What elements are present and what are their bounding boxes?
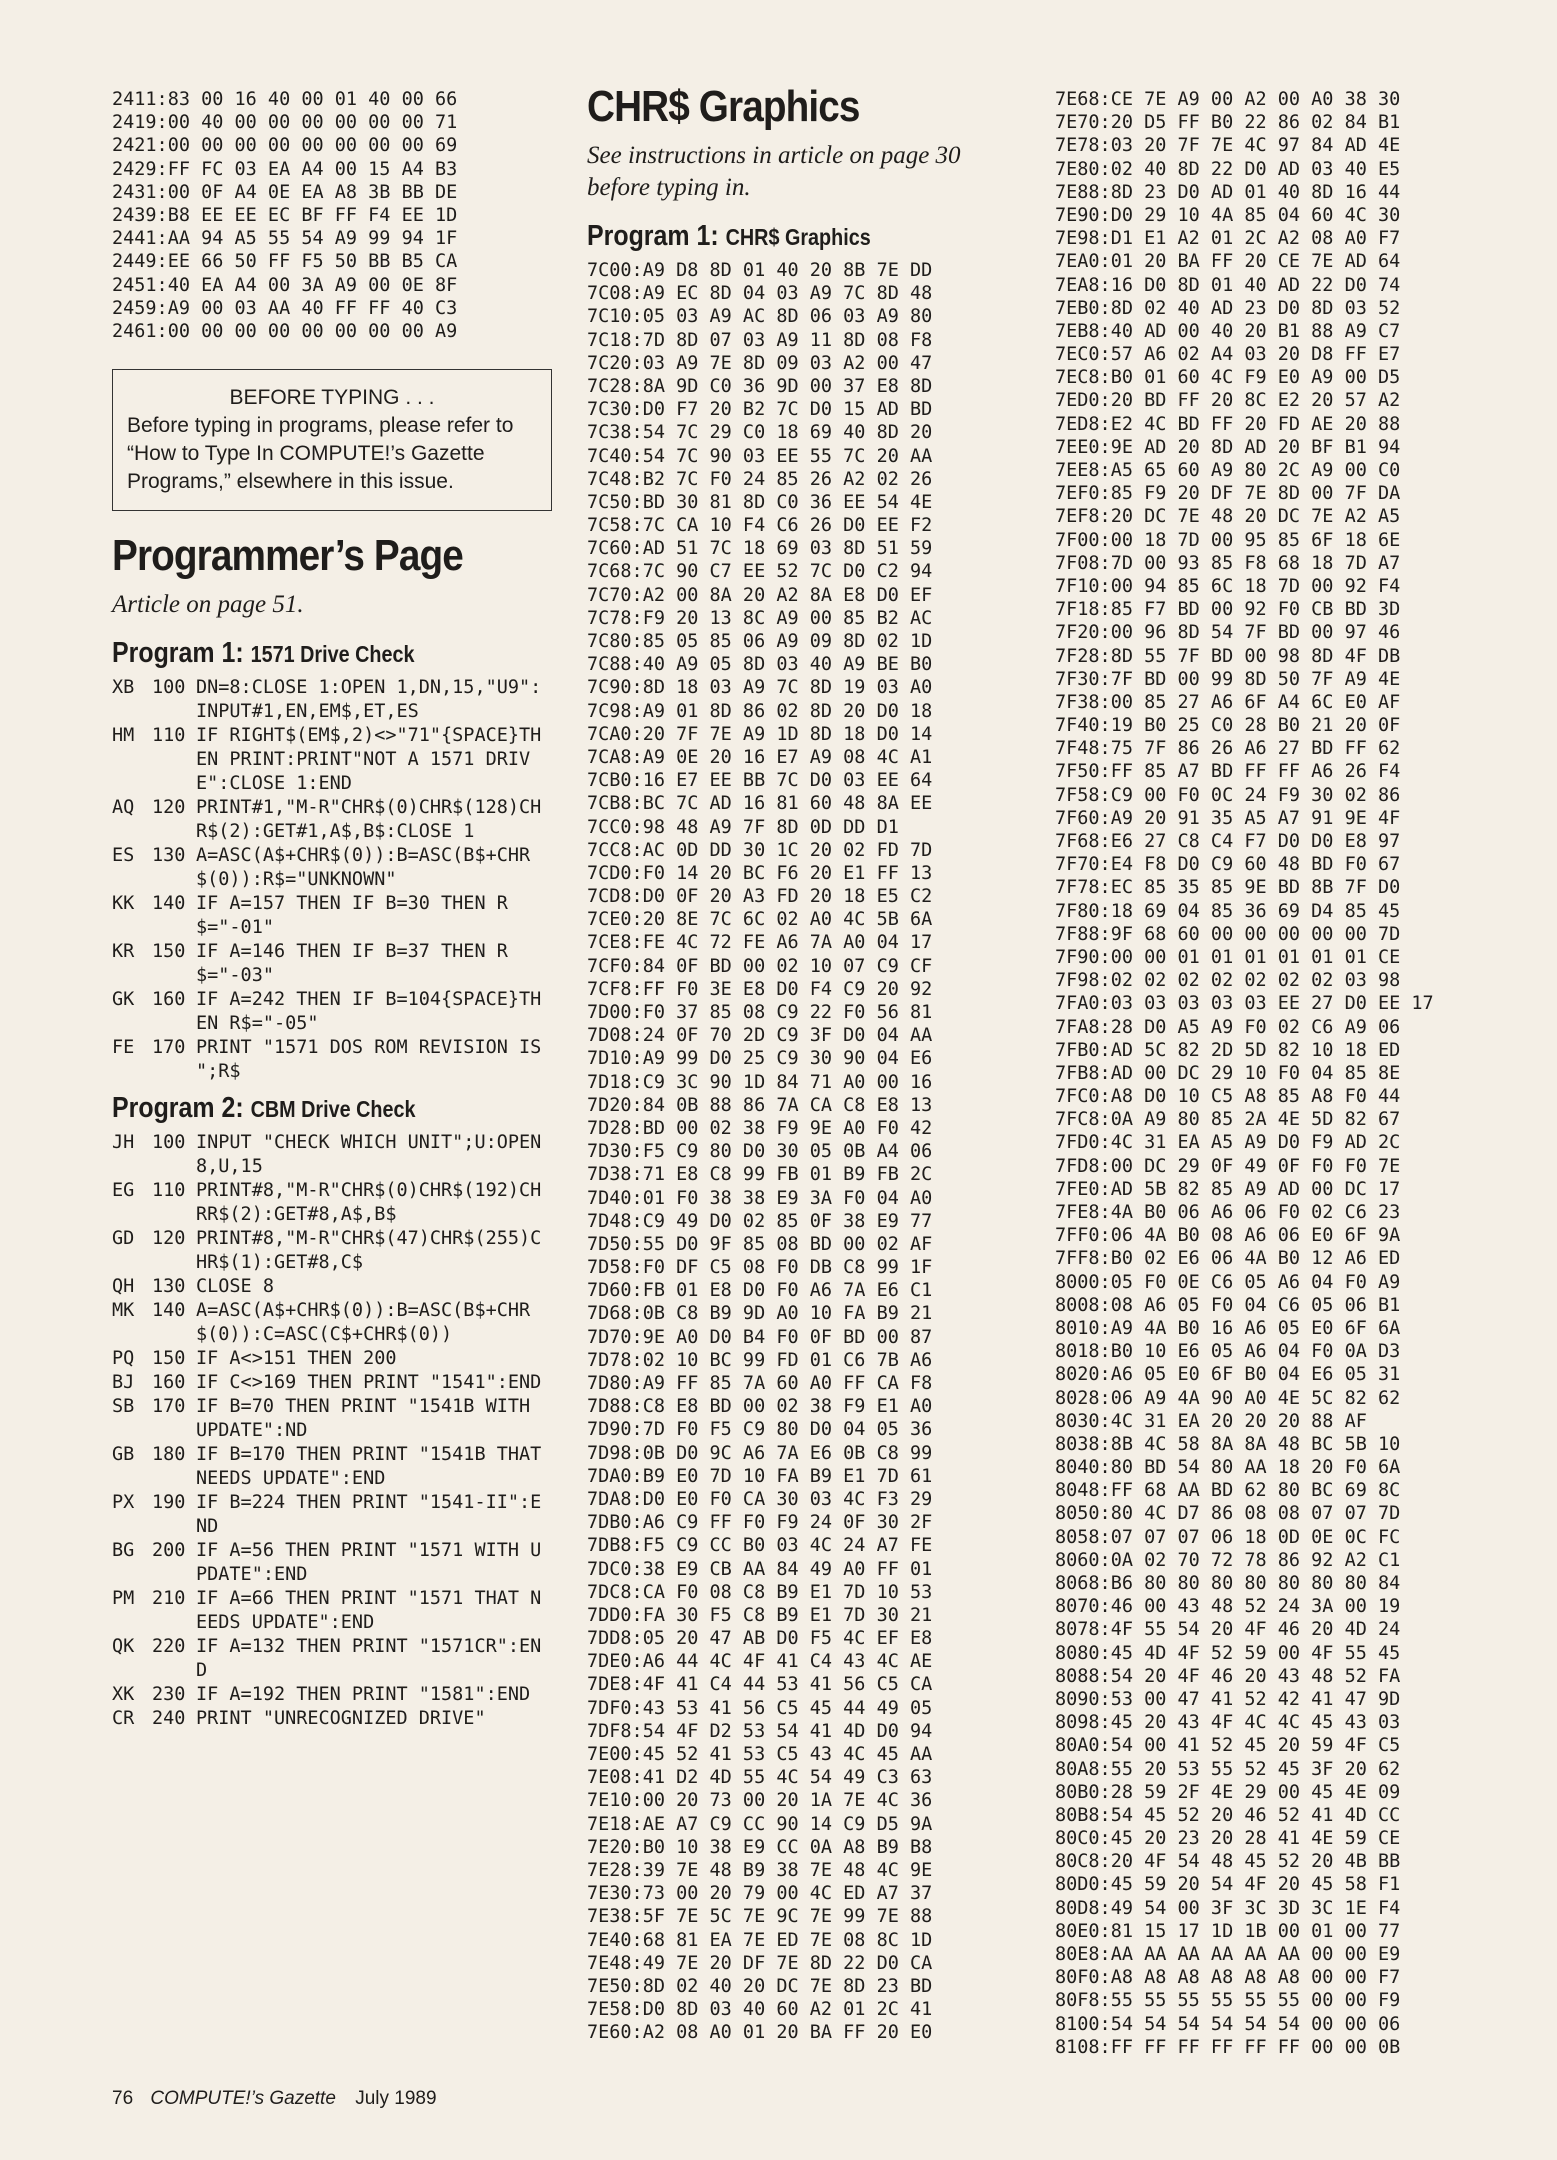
hex-line: 7D78:02 10 BC 99 FD 01 C6 7B A6 — [587, 1349, 933, 1371]
line-code: IF A=132 THEN PRINT "1571CR":END — [196, 1636, 542, 1682]
line-code: IF A=66 THEN PRINT "1571 THAT NEEDS UPDATE":END — [196, 1588, 542, 1634]
hex-line: 7CE8:FE 4C 72 FE A6 7A A0 04 17 — [587, 932, 933, 954]
line-code: IF A=192 THEN PRINT "1581":END — [196, 1684, 531, 1706]
basic-line — [112, 988, 552, 1036]
hex-line: 7CF8:FF F0 3E E8 D0 F4 C9 20 92 — [587, 978, 933, 1000]
basic-line — [112, 1227, 552, 1275]
checksum: BJ — [112, 1372, 135, 1394]
line-code: A=ASC(A$+CHR$(0)):B=ASC(B$+CHR$(0)):R$="UNKNOWN" — [196, 845, 531, 891]
hex-line: 7D20:84 0B 88 86 7A CA C8 E8 13 — [587, 1094, 933, 1116]
hex-line: 80B0:28 59 2F 4E 29 00 45 4E 09 — [1055, 1781, 1401, 1803]
basic-line — [112, 1371, 552, 1395]
line-number: 120 — [152, 797, 186, 819]
line-code: PRINT "1571 DOS ROM REVISION IS ";R$ — [196, 1037, 553, 1083]
line-number: 100 — [152, 1132, 186, 1154]
basic-line — [112, 844, 552, 892]
line-code: INPUT "CHECK WHICH UNIT";U:OPEN 8,U,15 — [196, 1132, 553, 1178]
basic-line — [112, 1347, 552, 1371]
hex-line: 80C8:20 4F 54 48 45 52 20 4B BB — [1055, 1851, 1401, 1873]
checksum: GB — [112, 1444, 135, 1466]
hex-line: 8048:FF 68 AA BD 62 80 BC 69 8C — [1055, 1480, 1401, 1502]
hex-line: 7E30:73 00 20 79 00 4C ED A7 37 — [587, 1883, 933, 1905]
hex-line: 7F38:00 85 27 A6 6F A4 6C E0 AF — [1055, 691, 1401, 713]
program2-name: CBM Drive Check — [250, 1096, 416, 1123]
hex-line: 80E0:81 15 17 1D 1B 00 01 00 77 — [1055, 1920, 1401, 1942]
hex-line: 7FE8:4A B0 06 A6 06 F0 02 C6 23 — [1055, 1202, 1401, 1223]
basic-line — [112, 1443, 552, 1491]
hex-line: 7C68:7C 90 C7 EE 52 7C D0 C2 94 — [587, 561, 933, 583]
checksum: HM — [112, 725, 135, 747]
basic-line — [112, 1275, 552, 1299]
basic-line — [112, 676, 552, 724]
hex-line: 7DB0:A6 C9 FF F0 F9 24 0F 30 2F — [587, 1512, 933, 1534]
line-number: 170 — [152, 1037, 186, 1059]
program2-heading — [112, 1092, 490, 1125]
hex-line: 8070:46 00 43 48 52 24 3A 00 19 — [1055, 1596, 1401, 1618]
magazine-name: COMPUTE!’s Gazette — [150, 2088, 336, 2109]
line-number: 140 — [152, 1300, 186, 1322]
hex-line: 7F20:00 96 8D 54 7F BD 00 97 46 — [1055, 622, 1401, 644]
hex-line: 7DD0:FA 30 F5 C8 B9 E1 7D 30 21 — [587, 1604, 933, 1626]
hex-line: 7E00:45 52 41 53 C5 43 4C 45 AA — [587, 1744, 933, 1765]
hex-line: 7F88:9F 68 60 00 00 00 00 00 7D — [1055, 923, 1401, 945]
line-code: IF B=224 THEN PRINT "1541-II":END — [196, 1492, 542, 1538]
hex-line: 7D58:F0 DF C5 08 F0 DB C8 99 1F — [587, 1257, 933, 1279]
hex-line: 8090:53 00 47 41 52 42 41 47 9D — [1055, 1688, 1401, 1710]
basic-line — [112, 1299, 552, 1347]
hex-line: 7ED0:20 BD FF 20 8C E2 20 57 A2 — [1055, 390, 1401, 412]
hex-line: 7D68:0B C8 B9 9D A0 10 FA B9 21 — [587, 1303, 933, 1325]
hex-line: 7E20:B0 10 38 E9 CC 0A A8 B9 B8 — [587, 1836, 933, 1858]
line-code: IF A=146 THEN IF B=37 THEN R$="-03" — [196, 941, 508, 987]
hex-line: 7F58:C9 00 F0 0C 24 F9 30 02 86 — [1055, 784, 1401, 806]
hex-line: 2461:00 00 00 00 00 00 00 00 A9 — [112, 320, 458, 342]
hex-line: 8100:54 54 54 54 54 54 00 00 06 — [1055, 2013, 1401, 2035]
hex-line: 7D90:7D F0 F5 C9 80 D0 04 05 36 — [587, 1419, 933, 1441]
hex-line: 7CB0:16 E7 EE BB 7C D0 03 EE 64 — [587, 770, 933, 792]
checksum: ES — [112, 845, 135, 867]
hex-line: 7EA0:01 20 BA FF 20 CE 7E AD 64 — [1055, 251, 1401, 273]
hex-line: 7D30:F5 C9 80 D0 30 05 0B A4 06 — [587, 1141, 933, 1163]
hex-line: 2451:40 EA A4 00 3A A9 00 0E 8F — [112, 274, 458, 296]
checksum: PQ — [112, 1348, 135, 1370]
hex-line: 8078:4F 55 54 20 4F 46 20 4D 24 — [1055, 1619, 1401, 1641]
hex-line: 7D48:C9 49 D0 02 85 0F 38 E9 77 — [587, 1210, 933, 1232]
chr-program1-name: CHR$ Graphics — [725, 224, 871, 250]
basic-line — [112, 1131, 552, 1179]
hex-line: 7FA0:03 03 03 03 03 EE 27 D0 EE 17 — [1055, 993, 1434, 1015]
hex-line: 7D98:0B D0 9C A6 7A E6 0B C8 99 — [587, 1442, 933, 1464]
hex-line: 80C0:45 20 23 20 28 41 4E 59 CE — [1055, 1828, 1401, 1850]
hex-line: 7F18:85 F7 BD 00 92 F0 CB BD 3D — [1055, 599, 1401, 621]
line-code: A=ASC(A$+CHR$(0)):B=ASC(B$+CHR$(0)):C=ASC(C$+CHR$(0)) — [196, 1300, 531, 1346]
hex-line: 7FC0:A8 D0 10 C5 A8 85 A8 F0 44 — [1055, 1086, 1401, 1108]
line-code: DN=8:CLOSE 1:OPEN 1,DN,15,"U9":INPUT#1,EN,EM$,ET,ES — [196, 677, 542, 723]
hex-line: 7C98:A9 01 8D 86 02 8D 20 D0 18 — [587, 700, 933, 722]
hex-line: 7D80:A9 FF 85 7A 60 A0 FF CA F8 — [587, 1373, 933, 1394]
hex-line: 7C10:05 03 A9 AC 8D 06 03 A9 80 — [587, 306, 933, 328]
hex-line: 7C50:BD 30 81 8D C0 36 EE 54 4E — [587, 491, 933, 513]
line-code: PRINT#8,"M-R"CHR$(47)CHR$(255)CHR$(1):GET#8,C$ — [196, 1228, 542, 1274]
hex-line: 7DF8:54 4F D2 53 54 41 4D D0 94 — [587, 1720, 933, 1742]
hex-line: 7EB8:40 AD 00 40 20 B1 88 A9 C7 — [1055, 320, 1401, 342]
hex-line: 7E08:41 D2 4D 55 4C 54 49 C3 63 — [587, 1767, 933, 1789]
hex-line: 7D08:24 0F 70 2D C9 3F D0 04 AA — [587, 1025, 933, 1047]
checksum: PX — [112, 1492, 135, 1514]
checksum: FE — [112, 1037, 135, 1059]
hex-line: 7EE0:9E AD 20 8D AD 20 BF B1 94 — [1055, 436, 1401, 458]
hex-line: 7F28:8D 55 7F BD 00 98 8D 4F DB — [1055, 645, 1401, 667]
hex-line: 7EB0:8D 02 40 AD 23 D0 8D 03 52 — [1055, 297, 1401, 319]
hex-line: 7FE0:AD 5B 82 85 A9 AD 00 DC 17 — [1055, 1178, 1401, 1200]
hex-line: 80E8:AA AA AA AA AA AA 00 00 E9 — [1055, 1944, 1401, 1965]
hex-line: 8098:45 20 43 4F 4C 4C 45 43 03 — [1055, 1712, 1401, 1734]
line-number: 230 — [152, 1684, 186, 1706]
basic-line — [112, 1635, 552, 1683]
hex-line: 80D0:45 59 20 54 4F 20 45 58 F1 — [1055, 1874, 1401, 1896]
hex-line: 7E48:49 7E 20 DF 7E 8D 22 D0 CA — [587, 1952, 933, 1974]
hex-line: 2411:83 00 16 40 00 01 40 00 66 — [112, 89, 458, 110]
hex-line: 7F00:00 18 7D 00 95 85 6F 18 6E — [1055, 529, 1401, 551]
line-number: 130 — [152, 845, 186, 867]
line-number: 240 — [152, 1708, 186, 1730]
hex-line: 7E70:20 D5 FF B0 22 86 02 84 B1 — [1055, 112, 1401, 134]
hex-line: 2441:AA 94 A5 55 54 A9 99 94 1F — [112, 228, 458, 250]
chr-hex-listing-part1 — [587, 259, 1017, 2044]
hex-line: 7E78:03 20 7F 7E 4C 97 84 AD 4E — [1055, 135, 1401, 157]
hex-line: 8088:54 20 4F 46 20 43 48 52 FA — [1055, 1665, 1401, 1687]
hex-line: 2449:EE 66 50 FF F5 50 BB B5 CA — [112, 251, 458, 273]
basic-line — [112, 892, 552, 940]
hex-line: 7CC8:AC 0D DD 30 1C 20 02 FD 7D — [587, 839, 933, 861]
hex-line: 8080:45 4D 4F 52 59 00 4F 55 45 — [1055, 1642, 1401, 1664]
hex-line: 8060:0A 02 70 72 78 86 92 A2 C1 — [1055, 1549, 1401, 1571]
checksum: KK — [112, 893, 135, 915]
hex-line: 2429:FF FC 03 EA A4 00 15 A4 B3 — [112, 158, 458, 180]
hex-line: 7C78:F9 20 13 8C A9 00 85 B2 AC — [587, 607, 933, 629]
chr-graphics-title: CHR$ Graphics — [587, 82, 860, 131]
hex-line: 8068:B6 80 80 80 80 80 80 80 84 — [1055, 1573, 1401, 1594]
hex-line: 8058:07 07 07 06 18 0D 0E 0C FC — [1055, 1526, 1401, 1548]
hex-line: 7FD0:4C 31 EA A5 A9 D0 F9 AD 2C — [1055, 1132, 1401, 1154]
hex-line: 7DC8:CA F0 08 C8 B9 E1 7D 10 53 — [587, 1581, 933, 1603]
basic-line — [112, 1587, 552, 1635]
hex-line: 7ED8:E2 4C BD FF 20 FD AE 20 88 — [1055, 413, 1401, 435]
hex-line: 7E38:5F 7E 5C 7E 9C 7E 99 7E 88 — [587, 1906, 933, 1928]
hex-line: 7C48:B2 7C F0 24 85 26 A2 02 26 — [587, 468, 933, 490]
line-number: 120 — [152, 1228, 186, 1250]
hex-line: 7D38:71 E8 C8 99 FB 01 B9 FB 2C — [587, 1164, 933, 1186]
basic-line — [112, 1036, 552, 1084]
hex-line: 7EE8:A5 65 60 A9 80 2C A9 00 C0 — [1055, 460, 1401, 481]
line-number: 160 — [152, 989, 186, 1011]
right-column — [1055, 88, 1510, 2059]
hex-line: 80A8:55 20 53 55 52 45 3F 20 62 — [1055, 1758, 1401, 1780]
hex-line: 7F90:00 00 01 01 01 01 01 01 CE — [1055, 946, 1401, 968]
hex-line: 8050:80 4C D7 86 08 08 07 07 7D — [1055, 1503, 1401, 1525]
hex-line: 80B8:54 45 52 20 46 52 41 4D CC — [1055, 1804, 1401, 1826]
line-number: 160 — [152, 1372, 186, 1394]
before-typing-title: BEFORE TYPING . . . — [229, 386, 435, 410]
checksum: CR — [112, 1708, 135, 1730]
line-code: CLOSE 8 — [196, 1276, 274, 1298]
line-number: 100 — [152, 677, 186, 699]
checksum: BG — [112, 1540, 135, 1562]
hex-line: 8008:08 A6 05 F0 04 C6 05 06 B1 — [1055, 1294, 1401, 1316]
line-number: 130 — [152, 1276, 186, 1298]
hex-line: 7FF8:B0 02 E6 06 4A B0 12 A6 ED — [1055, 1248, 1401, 1270]
left-column — [112, 88, 552, 1737]
line-number: 220 — [152, 1636, 186, 1658]
hex-line: 2419:00 40 00 00 00 00 00 00 71 — [112, 112, 458, 134]
hex-line: 7D10:A9 99 D0 25 C9 30 90 04 E6 — [587, 1048, 933, 1070]
hex-line: 7EF8:20 DC 7E 48 20 DC 7E A2 A5 — [1055, 506, 1401, 528]
line-number: 200 — [152, 1540, 186, 1562]
hex-line: 7FA8:28 D0 A5 A9 F0 02 C6 A9 06 — [1055, 1016, 1401, 1038]
line-number: 150 — [152, 1348, 186, 1370]
hex-line: 7F48:75 7F 86 26 A6 27 BD FF 62 — [1055, 738, 1401, 760]
hex-line: 7D18:C9 3C 90 1D 84 71 A0 00 16 — [587, 1071, 933, 1093]
chr-program1-heading — [587, 220, 957, 253]
hex-line: 80F8:55 55 55 55 55 55 00 00 F9 — [1055, 1990, 1401, 2012]
hex-line: 7CA0:20 7F 7E A9 1D 8D 18 D0 14 — [587, 723, 933, 745]
hex-line: 2421:00 00 00 00 00 00 00 00 69 — [112, 135, 458, 157]
hex-line: 8038:8B 4C 58 8A 8A 48 BC 5B 10 — [1055, 1433, 1401, 1455]
hex-line: 7EF0:85 F9 20 DF 7E 8D 00 7F DA — [1055, 483, 1401, 505]
hex-line: 7D28:BD 00 02 38 F9 9E A0 F0 42 — [587, 1117, 933, 1139]
hex-line: 7EC8:B0 01 60 4C F9 E0 A9 00 D5 — [1055, 367, 1401, 389]
hex-line: 7DA8:D0 E0 F0 CA 30 03 4C F3 29 — [587, 1488, 933, 1510]
hex-line: 7E10:00 20 73 00 20 1A 7E 4C 36 — [587, 1790, 933, 1812]
checksum: KR — [112, 941, 135, 963]
hex-line: 7FB8:AD 00 DC 29 10 F0 04 85 8E — [1055, 1062, 1401, 1084]
line-code: IF B=170 THEN PRINT "1541B THAT NEEDS UPDATE":END — [196, 1444, 553, 1490]
hex-line: 2439:B8 EE EE EC BF FF F4 EE 1D — [112, 204, 458, 226]
hex-line: 7C60:AD 51 7C 18 69 03 8D 51 59 — [587, 538, 933, 560]
checksum: JH — [112, 1132, 135, 1154]
hex-line: 7FC8:0A A9 80 85 2A 4E 5D 82 67 — [1055, 1109, 1401, 1131]
hex-line: 80A0:54 00 41 52 45 20 59 4F C5 — [1055, 1735, 1401, 1757]
middle-column — [587, 82, 1017, 2044]
line-code: IF A=56 THEN PRINT "1571 WITH UPDATE":END — [196, 1540, 542, 1586]
line-number: 110 — [152, 725, 186, 747]
hex-line: 7E40:68 81 EA 7E ED 7E 08 8C 1D — [587, 1929, 933, 1951]
program1-heading — [112, 637, 490, 670]
hex-line: 7C80:85 05 85 06 A9 09 8D 02 1D — [587, 631, 933, 652]
basic-line — [112, 724, 552, 796]
hex-line: 7CD0:F0 14 20 BC F6 20 E1 FF 13 — [587, 862, 933, 884]
hex-line: 7CC0:98 48 A9 7F 8D 0D DD D1 — [587, 816, 899, 838]
basic-line — [112, 1179, 552, 1227]
checksum: QH — [112, 1276, 135, 1298]
hex-line: 7E68:CE 7E A9 00 A2 00 A0 38 30 — [1055, 89, 1401, 110]
hex-line: 7C40:54 7C 90 03 EE 55 7C 20 AA — [587, 445, 933, 467]
before-typing-box — [112, 369, 552, 511]
checksum: AQ — [112, 797, 135, 819]
program1-label: Program 1: — [112, 637, 244, 670]
hex-line: 7D60:FB 01 E8 D0 F0 A6 7A E6 C1 — [587, 1280, 933, 1302]
hex-line: 7C90:8D 18 03 A9 7C 8D 19 03 A0 — [587, 677, 933, 699]
hex-line: 7D50:55 D0 9F 85 08 BD 00 02 AF — [587, 1233, 933, 1255]
hex-line: 7F08:7D 00 93 85 F8 68 18 7D A7 — [1055, 552, 1401, 574]
hex-line: 7E18:AE A7 C9 CC 90 14 C9 D5 9A — [587, 1813, 933, 1835]
hex-line: 7E60:A2 08 A0 01 20 BA FF 20 E0 — [587, 2022, 933, 2044]
program2-listing — [112, 1131, 552, 1731]
checksum: SB — [112, 1396, 135, 1418]
hex-listing-continued — [112, 88, 552, 343]
page-footer — [112, 2088, 437, 2110]
program2-label: Program 2: — [112, 1092, 244, 1125]
checksum: MK — [112, 1300, 135, 1322]
hex-line: 7C70:A2 00 8A 20 A2 8A E8 D0 EF — [587, 584, 933, 606]
hex-line: 80D8:49 54 00 3F 3C 3D 3C 1E F4 — [1055, 1897, 1401, 1919]
hex-line: 7DE8:4F 41 C4 44 53 41 56 C5 CA — [587, 1674, 933, 1696]
hex-line: 7CF0:84 0F BD 00 02 10 07 C9 CF — [587, 955, 933, 977]
hex-line: 7F78:EC 85 35 85 9E BD 8B 7F D0 — [1055, 877, 1401, 899]
line-code: IF A=157 THEN IF B=30 THEN R$="-01" — [196, 893, 508, 939]
hex-line: 8040:80 BD 54 80 AA 18 20 F0 6A — [1055, 1457, 1401, 1479]
hex-line: 7F80:18 69 04 85 36 69 D4 85 45 — [1055, 900, 1401, 922]
checksum: PM — [112, 1588, 135, 1610]
line-number: 190 — [152, 1492, 186, 1514]
line-code: IF B=70 THEN PRINT "1541B WITH UPDATE":ND — [196, 1396, 542, 1442]
hex-line: 7D00:F0 37 85 08 C9 22 F0 56 81 — [587, 1002, 933, 1023]
hex-line: 7CB8:BC 7C AD 16 81 60 48 8A EE — [587, 793, 933, 815]
hex-line: 7F50:FF 85 A7 BD FF FF A6 26 F4 — [1055, 761, 1401, 783]
hex-line: 7F10:00 94 85 6C 18 7D 00 92 F4 — [1055, 575, 1401, 597]
hex-line: 8000:05 F0 0E C6 05 A6 04 F0 A9 — [1055, 1271, 1401, 1293]
hex-line: 7FD8:00 DC 29 0F 49 0F F0 F0 7E — [1055, 1155, 1401, 1177]
hex-line: 8030:4C 31 EA 20 20 20 88 AF — [1055, 1410, 1367, 1432]
line-code: IF A<>151 THEN 200 — [196, 1348, 397, 1370]
before-typing-text: Before typing in programs, please refer to “How to Type In COMPUTE!’s Gazette Programs,” elsewhere in this issue. — [127, 414, 514, 494]
hex-line: 7CA8:A9 0E 20 16 E7 A9 08 4C A1 — [587, 746, 933, 768]
hex-line: 7DB8:F5 C9 CC B0 03 4C 24 A7 FE — [587, 1535, 933, 1557]
line-code: PRINT#1,"M-R"CHR$(0)CHR$(128)CHR$(2):GET#1,A$,B$:CLOSE 1 — [196, 797, 542, 843]
line-number: 180 — [152, 1444, 186, 1466]
program1-name: 1571 Drive Check — [250, 641, 415, 668]
hex-line: 8028:06 A9 4A 90 A0 4E 5C 82 62 — [1055, 1387, 1401, 1409]
issue-date: July 1989 — [355, 2088, 437, 2109]
line-number: 210 — [152, 1588, 186, 1610]
hex-line: 7FB0:AD 5C 82 2D 5D 82 10 18 ED — [1055, 1039, 1401, 1061]
hex-line: 7C28:8A 9D C0 36 9D 00 37 E8 8D — [587, 375, 933, 397]
programmers-page-title: Programmer’s Page — [112, 531, 463, 581]
hex-line: 8018:B0 10 E6 05 A6 04 F0 0A D3 — [1055, 1341, 1401, 1363]
hex-line: 7D70:9E A0 D0 B4 F0 0F BD 00 87 — [587, 1326, 933, 1348]
hex-line: 2431:00 0F A4 0E EA A8 3B BB DE — [112, 181, 458, 203]
hex-line: 7F60:A9 20 91 35 A5 A7 91 9E 4F — [1055, 807, 1401, 829]
hex-line: 7E98:D1 E1 A2 01 2C A2 08 A0 F7 — [1055, 228, 1401, 250]
hex-line: 7EA8:16 D0 8D 01 40 AD 22 D0 74 — [1055, 274, 1401, 296]
hex-line: 7DE0:A6 44 4C 4F 41 C4 43 4C AE — [587, 1651, 933, 1673]
hex-line: 7C38:54 7C 29 C0 18 69 40 8D 20 — [587, 422, 933, 444]
hex-line: 7C20:03 A9 7E 8D 09 03 A2 00 47 — [587, 352, 933, 374]
hex-line: 7E50:8D 02 40 20 DC 7E 8D 23 BD — [587, 1975, 933, 1997]
hex-line: 7CD8:D0 0F 20 A3 FD 20 18 E5 C2 — [587, 886, 933, 908]
line-code: PRINT#8,"M-R"CHR$(0)CHR$(192)CHRR$(2):GET#8,A$,B$ — [196, 1180, 542, 1226]
hex-line: 7DC0:38 E9 CB AA 84 49 A0 FF 01 — [587, 1558, 933, 1580]
program1-listing — [112, 676, 552, 1084]
line-number: 150 — [152, 941, 186, 963]
hex-line: 7E90:D0 29 10 4A 85 04 60 4C 30 — [1055, 204, 1401, 226]
line-code: IF RIGHT$(EM$,2)<>"71"{SPACE}THEN PRINT:PRINT"NOT A 1571 DRIVE":CLOSE 1:END — [196, 725, 542, 795]
hex-line: 7CE0:20 8E 7C 6C 02 A0 4C 5B 6A — [587, 909, 933, 931]
hex-line: 8020:A6 05 E0 6F B0 04 E6 05 31 — [1055, 1364, 1401, 1386]
hex-line: 7DF0:43 53 41 56 C5 45 44 49 05 — [587, 1697, 933, 1719]
hex-line: 7E58:D0 8D 03 40 60 A2 01 2C 41 — [587, 1999, 933, 2021]
chr-hex-listing-part2 — [1055, 88, 1510, 2059]
hex-line: 80F0:A8 A8 A8 A8 A8 A8 00 00 F7 — [1055, 1967, 1401, 1989]
basic-line — [112, 940, 552, 988]
hex-line: 2459:A9 00 03 AA 40 FF FF 40 C3 — [112, 297, 458, 319]
hex-line: 7C58:7C CA 10 F4 C6 26 D0 EE F2 — [587, 515, 933, 537]
hex-line: 7C18:7D 8D 07 03 A9 11 8D 08 F8 — [587, 329, 933, 351]
checksum: XB — [112, 677, 135, 699]
hex-line: 7F68:E6 27 C8 C4 F7 D0 D0 E8 97 — [1055, 831, 1401, 852]
basic-line — [112, 1395, 552, 1443]
hex-line: 8010:A9 4A B0 16 A6 05 E0 6F 6A — [1055, 1317, 1401, 1339]
hex-line: 7EC0:57 A6 02 A4 03 20 D8 FF E7 — [1055, 344, 1401, 366]
hex-line: 7D40:01 F0 38 38 E9 3A F0 04 A0 — [587, 1187, 933, 1209]
hex-line: 7D88:C8 E8 BD 00 02 38 F9 E1 A0 — [587, 1396, 933, 1418]
line-code: IF A=242 THEN IF B=104{SPACE}THEN R$="-05" — [196, 989, 542, 1035]
checksum: QK — [112, 1636, 135, 1658]
hex-line: 7C30:D0 F7 20 B2 7C D0 15 AD BD — [587, 399, 933, 421]
page-number: 76 — [112, 2088, 134, 2109]
hex-line: 7E88:8D 23 D0 AD 01 40 8D 16 44 — [1055, 181, 1401, 203]
hex-line: 7F40:19 B0 25 C0 28 B0 21 20 0F — [1055, 715, 1401, 737]
basic-line — [112, 796, 552, 844]
hex-line: 7C88:40 A9 05 8D 03 40 A9 BE B0 — [587, 654, 933, 676]
programmers-page-note: Article on page 51. — [112, 591, 304, 619]
basic-line — [112, 1707, 552, 1731]
basic-line — [112, 1683, 552, 1707]
hex-line: 7E80:02 40 8D 22 D0 AD 03 40 E5 — [1055, 158, 1401, 180]
checksum: GD — [112, 1228, 135, 1250]
hex-line: 7F30:7F BD 00 99 8D 50 7F A9 4E — [1055, 668, 1401, 690]
line-number: 110 — [152, 1180, 186, 1202]
hex-line: 8108:FF FF FF FF FF FF 00 00 0B — [1055, 2036, 1401, 2058]
chr-program1-label: Program 1: — [587, 220, 719, 252]
hex-line: 7C00:A9 D8 8D 01 40 20 8B 7E DD — [587, 260, 933, 281]
hex-line: 7F98:02 02 02 02 02 02 02 03 98 — [1055, 970, 1401, 992]
checksum: XK — [112, 1684, 135, 1706]
hex-line: 7F70:E4 F8 D0 C9 60 48 BD F0 67 — [1055, 854, 1401, 876]
hex-line: 7DA0:B9 E0 7D 10 FA B9 E1 7D 61 — [587, 1465, 933, 1487]
hex-line: 7FF0:06 4A B0 08 A6 06 E0 6F 9A — [1055, 1225, 1401, 1247]
checksum: EG — [112, 1180, 135, 1202]
line-code: IF C<>169 THEN PRINT "1541":END — [196, 1372, 542, 1394]
chr-graphics-note: See instructions in article on page 30 before typing in. — [587, 142, 961, 201]
line-number: 170 — [152, 1396, 186, 1418]
basic-line — [112, 1539, 552, 1587]
hex-line: 7DD8:05 20 47 AB D0 F5 4C EF E8 — [587, 1628, 933, 1650]
hex-line: 7E28:39 7E 48 B9 38 7E 48 4C 9E — [587, 1859, 933, 1881]
checksum: GK — [112, 989, 135, 1011]
basic-line — [112, 1491, 552, 1539]
hex-line: 7C08:A9 EC 8D 04 03 A9 7C 8D 48 — [587, 283, 933, 305]
line-code: PRINT "UNRECOGNIZED DRIVE" — [196, 1708, 486, 1730]
line-number: 140 — [152, 893, 186, 915]
